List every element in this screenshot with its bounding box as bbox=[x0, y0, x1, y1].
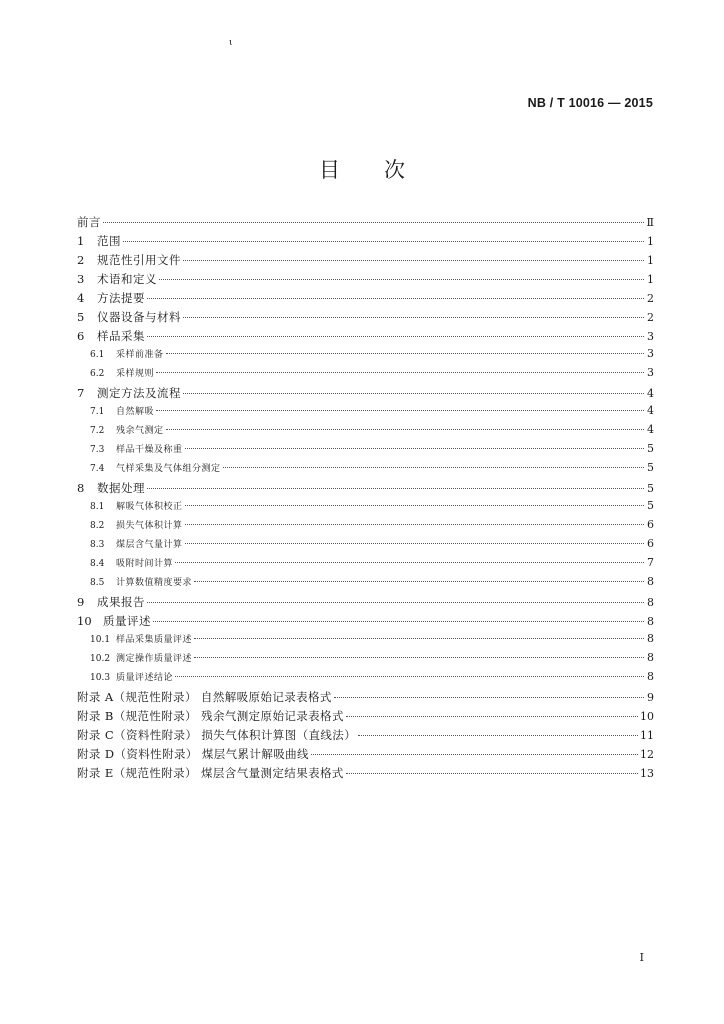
toc-entry-number: 7.1 bbox=[90, 407, 105, 417]
toc-entry[interactable] bbox=[77, 442, 654, 461]
toc-entry[interactable] bbox=[77, 518, 654, 537]
toc-entry-label: 方法提要 bbox=[97, 291, 145, 305]
toc-entry-label: 测定操作质量评述 bbox=[116, 654, 193, 664]
toc-entry-number: 7 bbox=[77, 386, 85, 400]
toc-entry[interactable] bbox=[77, 347, 654, 366]
toc-entry-number: 7.2 bbox=[90, 426, 105, 436]
toc-entry-number: 8.4 bbox=[90, 559, 105, 569]
toc-entry-number: 1 bbox=[77, 234, 85, 248]
toc-entry[interactable] bbox=[77, 233, 654, 252]
toc-entry-label: 附录 E（规范性附录） 煤层含气量测定结果表格式 bbox=[77, 766, 344, 780]
toc-dot-leader bbox=[194, 638, 644, 639]
toc-entry-label: 规范性引用文件 bbox=[97, 253, 181, 267]
toc-dot-leader bbox=[194, 581, 644, 582]
toc-entry-page: Ⅱ bbox=[646, 216, 654, 229]
toc-entry-page: 4 bbox=[647, 404, 654, 417]
toc-entry-page: 9 bbox=[647, 691, 654, 704]
toc-entry[interactable] bbox=[77, 708, 654, 727]
table-of-contents bbox=[77, 214, 654, 784]
toc-dot-leader bbox=[123, 241, 644, 242]
toc-entry-number: 8.3 bbox=[90, 540, 105, 550]
toc-entry-number: 10.1 bbox=[90, 635, 111, 645]
toc-entry[interactable] bbox=[77, 461, 654, 480]
toc-entry-page: 8 bbox=[647, 632, 654, 645]
toc-entry[interactable] bbox=[77, 309, 654, 328]
toc-dot-leader bbox=[166, 429, 644, 430]
toc-dot-leader bbox=[103, 222, 644, 223]
toc-entry[interactable] bbox=[77, 499, 654, 518]
scan-speck: ι bbox=[229, 38, 233, 48]
toc-entry-page: 3 bbox=[647, 366, 654, 379]
toc-dot-leader bbox=[183, 260, 644, 261]
toc-dot-leader bbox=[185, 524, 644, 525]
toc-entry-page: 5 bbox=[647, 442, 654, 455]
toc-entry-page: 1 bbox=[647, 254, 654, 267]
toc-entry-page: 6 bbox=[647, 518, 654, 531]
toc-dot-leader bbox=[166, 353, 644, 354]
toc-entry-number: 4 bbox=[77, 291, 85, 305]
standard-code: NB / T 10016 — 2015 bbox=[527, 96, 653, 110]
toc-entry-page: 5 bbox=[647, 499, 654, 512]
toc-entry-page: 12 bbox=[640, 748, 654, 761]
toc-dot-leader bbox=[358, 735, 638, 736]
toc-entry-label: 数据处理 bbox=[97, 481, 145, 495]
toc-entry-page: 2 bbox=[647, 292, 654, 305]
toc-dot-leader bbox=[346, 773, 638, 774]
toc-entry-page: 3 bbox=[647, 330, 654, 343]
toc-dot-leader bbox=[175, 676, 644, 677]
toc-dot-leader bbox=[153, 621, 644, 622]
toc-entry-number: 5 bbox=[77, 310, 85, 324]
toc-entry[interactable] bbox=[77, 252, 654, 271]
toc-entry-page: 7 bbox=[647, 556, 654, 569]
toc-entry-page: 3 bbox=[647, 347, 654, 360]
toc-dot-leader bbox=[159, 279, 644, 280]
toc-entry-label: 损失气体积计算 bbox=[116, 521, 183, 531]
toc-entry[interactable] bbox=[77, 290, 654, 309]
toc-entry-page: 5 bbox=[647, 482, 654, 495]
toc-entry-label: 附录 B（规范性附录） 残余气测定原始记录表格式 bbox=[77, 709, 344, 723]
toc-entry-label: 成果报告 bbox=[97, 595, 145, 609]
toc-entry[interactable] bbox=[77, 480, 654, 499]
toc-entry-page: 1 bbox=[647, 273, 654, 286]
page-title: 目次 bbox=[319, 158, 449, 182]
toc-entry-number: 2 bbox=[77, 253, 85, 267]
toc-entry-label: 仪器设备与材料 bbox=[97, 310, 181, 324]
toc-entry-label: 范围 bbox=[97, 234, 121, 248]
toc-entry-page: 10 bbox=[640, 710, 654, 723]
toc-entry-label: 样品采集质量评述 bbox=[116, 635, 193, 645]
toc-entry-page: 11 bbox=[640, 729, 654, 742]
toc-entry-label: 质量评述结论 bbox=[116, 673, 174, 683]
toc-entry[interactable] bbox=[77, 651, 654, 670]
toc-entry-label: 测定方法及流程 bbox=[97, 386, 181, 400]
toc-dot-leader bbox=[185, 448, 644, 449]
toc-entry-page: 5 bbox=[647, 461, 654, 474]
toc-entry-page: 8 bbox=[647, 615, 654, 628]
toc-dot-leader bbox=[183, 317, 644, 318]
toc-entry-label: 残余气测定 bbox=[116, 426, 164, 436]
toc-entry-label: 煤层含气量计算 bbox=[116, 540, 183, 550]
toc-dot-leader bbox=[185, 505, 644, 506]
toc-entry-number: 10.3 bbox=[90, 673, 111, 683]
toc-entry-label: 前言 bbox=[77, 215, 101, 229]
toc-entry[interactable] bbox=[77, 214, 654, 233]
toc-entry[interactable] bbox=[77, 613, 654, 632]
toc-entry-number: 6.2 bbox=[90, 369, 105, 379]
toc-entry-label: 术语和定义 bbox=[97, 272, 157, 286]
toc-entry-number: 8 bbox=[77, 481, 85, 495]
toc-entry[interactable] bbox=[77, 727, 654, 746]
toc-entry[interactable] bbox=[77, 575, 654, 594]
toc-entry-number: 9 bbox=[77, 595, 85, 609]
toc-dot-leader bbox=[147, 488, 644, 489]
toc-dot-leader bbox=[194, 657, 644, 658]
toc-dot-leader bbox=[147, 336, 644, 337]
toc-entry-label: 样品采集 bbox=[97, 329, 145, 343]
toc-entry-page: 4 bbox=[647, 387, 654, 400]
toc-dot-leader bbox=[147, 298, 644, 299]
toc-entry-label: 自然解吸 bbox=[116, 407, 155, 417]
toc-dot-leader bbox=[156, 410, 644, 411]
toc-entry-label: 吸附时间计算 bbox=[116, 559, 174, 569]
toc-entry-number: 3 bbox=[77, 272, 85, 286]
toc-entry[interactable] bbox=[77, 670, 654, 689]
toc-entry[interactable] bbox=[77, 689, 654, 708]
toc-entry-label: 质量评述 bbox=[103, 614, 151, 628]
toc-entry[interactable] bbox=[77, 423, 654, 442]
toc-entry[interactable] bbox=[77, 632, 654, 651]
footer-page-number: I bbox=[639, 951, 644, 964]
toc-entry[interactable] bbox=[77, 556, 654, 575]
toc-entry-page: 4 bbox=[647, 423, 654, 436]
toc-entry-label: 气样采集及气体组分测定 bbox=[116, 464, 221, 474]
toc-entry-label: 采样前准备 bbox=[116, 350, 164, 360]
toc-entry-page: 1 bbox=[647, 235, 654, 248]
toc-entry-label: 样品干燥及称重 bbox=[116, 445, 183, 455]
toc-entry[interactable] bbox=[77, 746, 654, 765]
toc-dot-leader bbox=[346, 716, 638, 717]
toc-entry[interactable] bbox=[77, 385, 654, 404]
toc-entry-label: 解吸气体积校正 bbox=[116, 502, 183, 512]
toc-dot-leader bbox=[185, 543, 644, 544]
toc-entry-number: 7.4 bbox=[90, 464, 105, 474]
toc-entry-page: 2 bbox=[647, 311, 654, 324]
toc-entry[interactable] bbox=[77, 594, 654, 613]
toc-dot-leader bbox=[175, 562, 644, 563]
toc-entry-page: 8 bbox=[647, 651, 654, 664]
toc-entry-label: 采样规则 bbox=[116, 369, 155, 379]
toc-entry-label: 计算数值精度要求 bbox=[116, 578, 193, 588]
toc-entry-label: 附录 C（资料性附录） 损失气体积计算图（直线法） bbox=[77, 728, 357, 742]
toc-entry-page: 8 bbox=[647, 575, 654, 588]
toc-entry-number: 10 bbox=[77, 614, 92, 628]
toc-dot-leader bbox=[156, 372, 644, 373]
toc-entry-number: 10.2 bbox=[90, 654, 111, 664]
toc-entry-page: 8 bbox=[647, 596, 654, 609]
toc-entry-label: 附录 A（规范性附录） 自然解吸原始记录表格式 bbox=[77, 690, 332, 704]
toc-entry-number: 6 bbox=[77, 329, 85, 343]
toc-entry[interactable] bbox=[77, 404, 654, 423]
toc-entry[interactable] bbox=[77, 366, 654, 385]
toc-dot-leader bbox=[223, 467, 644, 468]
toc-entry-page: 8 bbox=[647, 670, 654, 683]
toc-entry-number: 8.5 bbox=[90, 578, 105, 588]
toc-entry[interactable] bbox=[77, 765, 654, 784]
toc-entry[interactable] bbox=[77, 328, 654, 347]
toc-entry-page: 6 bbox=[647, 537, 654, 550]
toc-dot-leader bbox=[147, 602, 644, 603]
toc-dot-leader bbox=[311, 754, 638, 755]
toc-entry-number: 7.3 bbox=[90, 445, 105, 455]
toc-dot-leader bbox=[334, 697, 644, 698]
toc-entry-number: 6.1 bbox=[90, 350, 105, 360]
toc-entry-page: 13 bbox=[640, 767, 654, 780]
toc-entry-label: 附录 D（资料性附录） 煤层气累计解吸曲线 bbox=[77, 747, 309, 761]
toc-entry[interactable] bbox=[77, 537, 654, 556]
toc-dot-leader bbox=[183, 393, 644, 394]
toc-entry[interactable] bbox=[77, 271, 654, 290]
toc-entry-number: 8.2 bbox=[90, 521, 105, 531]
toc-entry-number: 8.1 bbox=[90, 502, 105, 512]
